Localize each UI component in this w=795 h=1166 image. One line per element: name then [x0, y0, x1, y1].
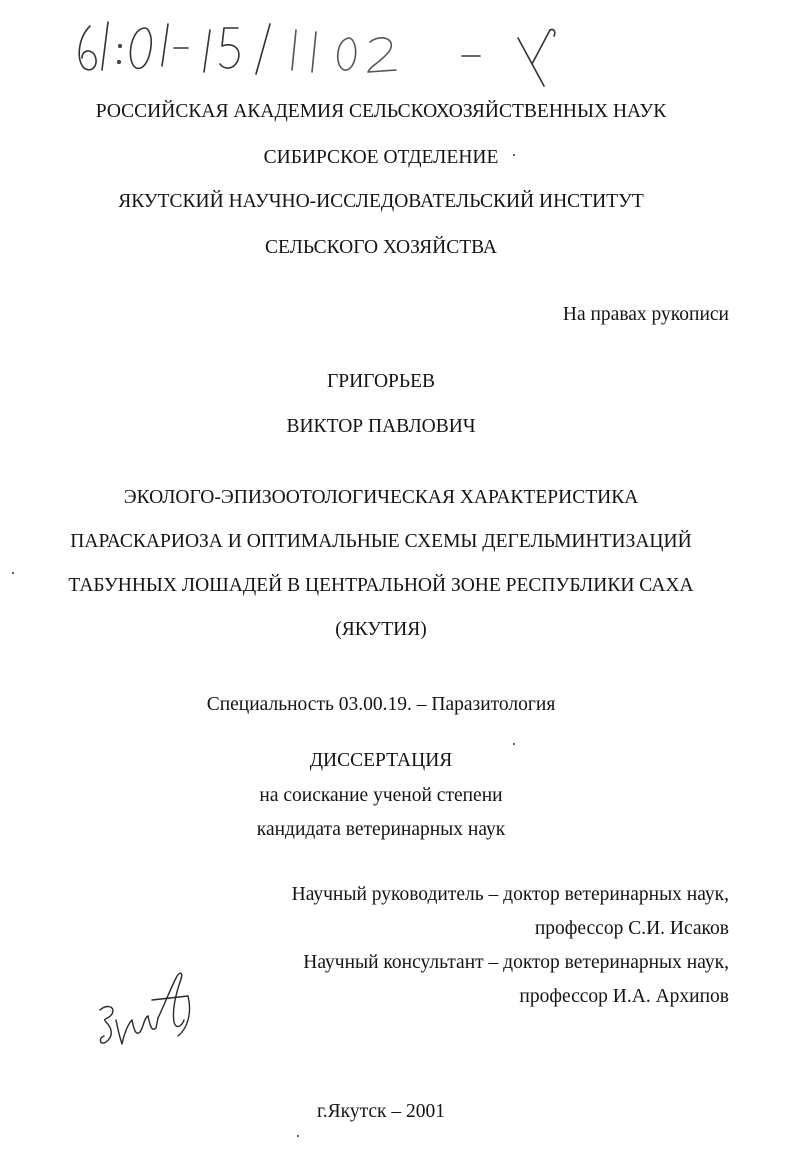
- header-division: СИБИРСКОЕ ОТДЕЛЕНИЕ: [263, 147, 499, 168]
- place-year: г.Якутск – 2001: [316, 1101, 446, 1122]
- advisor-line-1: Научный руководитель – доктор ветеринарных наук,: [291, 884, 729, 905]
- handwritten-signature: [92, 960, 202, 1060]
- consultant-line-1: Научный консультант – доктор ветеринарных наук,: [303, 952, 729, 973]
- handwritten-archive-note: [70, 8, 570, 88]
- header-institute: ЯКУТСКИЙ НАУЧНО-ИССЛЕДОВАТЕЛЬСКИЙ ИНСТИТУТ: [118, 191, 644, 212]
- scan-speck: [12, 572, 14, 574]
- author-given-names: ВИКТОР ПАВЛОВИЧ: [286, 416, 476, 437]
- title-line-1: ЭКОЛОГО-ЭПИЗООТОЛОГИЧЕСКАЯ ХАРАКТЕРИСТИКА: [123, 487, 639, 508]
- author-surname: ГРИГОРЬЕВ: [326, 371, 436, 392]
- scan-speck: [513, 154, 515, 156]
- advisor-line-2: профессор С.И. Исаков: [534, 918, 729, 939]
- dissertation-label: ДИССЕРТАЦИЯ: [309, 750, 453, 771]
- title-line-3: ТАБУННЫХ ЛОШАДЕЙ В ЦЕНТРАЛЬНОЙ ЗОНЕ РЕСПУБЛИКИ САХА: [68, 575, 694, 596]
- scan-speck: [297, 1135, 299, 1137]
- scan-speck: [513, 743, 515, 745]
- header-institute-cont: СЕЛЬСКОГО ХОЗЯЙСТВА: [264, 237, 498, 258]
- dissertation-degree-line-2: кандидата ветеринарных наук: [256, 819, 506, 840]
- title-line-4: (ЯКУТИЯ): [335, 619, 427, 640]
- rights-note: На правах рукописи: [562, 304, 729, 325]
- speciality: Специальность 03.00.19. – Паразитология: [206, 694, 556, 715]
- title-line-2: ПАРАСКАРИОЗА И ОПТИМАЛЬНЫЕ СХЕМЫ ДЕГЕЛЬМИНТИЗАЦИЙ: [70, 531, 692, 552]
- header-academy: РОССИЙСКАЯ АКАДЕМИЯ СЕЛЬСКОХОЗЯЙСТВЕННЫХ НАУК: [95, 101, 667, 122]
- consultant-line-2: профессор И.А. Архипов: [519, 986, 729, 1007]
- dissertation-degree-line-1: на соискание ученой степени: [259, 785, 503, 806]
